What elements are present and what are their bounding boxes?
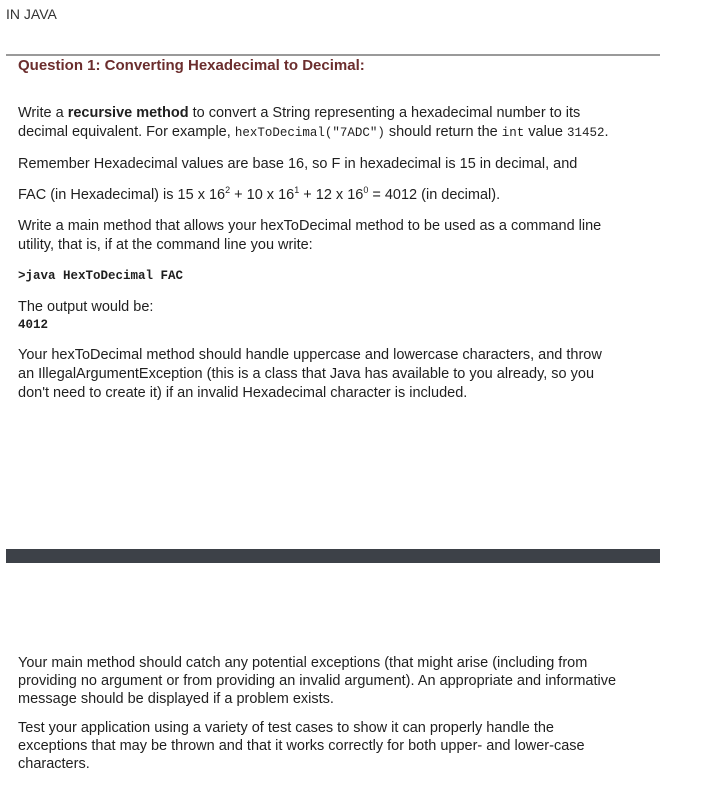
paragraph-base16: Remember Hexadecimal values are base 16, so F in hexadecimal is 15 in decimal, and [18,156,578,172]
paragraph-recursive-method [18,104,620,143]
exponent: 0 [363,185,369,196]
text: + 12 x 16 [299,187,364,203]
text: to convert a String representing a hexadecimal number to its decimal equivalent. For example, [18,105,581,140]
code-int: int [501,126,525,140]
exponent: 2 [225,185,231,196]
question-document [6,54,660,403]
page-divider-bar [6,549,660,563]
exponent: 1 [294,185,300,196]
text: . [604,124,609,140]
text: should return the [384,124,502,140]
paragraph-catch-exceptions: Your main method should catch any potential exceptions (that might arise (including from providing no argument or from providing an invalid argument). An appropriate and informative message should be displayed if a problem exists. [18,655,617,707]
question-header [6,54,660,78]
code-hex-example: hexToDecimal("7ADC") [234,126,385,140]
command-line-example: >java HexToDecimal FAC [18,269,184,283]
paragraph-fac-formula [18,186,620,205]
code-value: 31452 [566,126,605,140]
text: Write a [18,105,68,121]
paragraph-test-cases: Test your application using a variety of test cases to show it can properly handle the exceptions that may be thrown and that it works correctly for both upper- and lower-case characters. [18,720,585,772]
page-label: IN JAVA [6,6,57,22]
text: + 10 x 16 [230,187,295,203]
question-title: Question 1: Converting Hexadecimal to Decimal: [18,57,365,74]
paragraph-exceptions: Your hexToDecimal method should handle uppercase and lowercase characters, and throw an IllegalArgumentException (this is a class that Java has available to you already, so you don't need to create it) if an invalid Hexadecimal character is included. [18,347,602,401]
paragraph-output-label: The output would be: [18,299,154,315]
question-content [6,104,660,403]
text: value [524,124,567,140]
paragraph-main-method: Write a main method that allows your hexToDecimal method to be used as a command line utility, that is, if at the command line you write: [18,218,602,253]
continued-content [18,654,618,773]
text: FAC (in Hexadecimal) is 15 x 16 [18,187,226,203]
text: = 4012 (in decimal). [368,187,501,203]
output-value: 4012 [18,318,49,332]
emphasis-recursive-method: recursive method [67,105,189,121]
